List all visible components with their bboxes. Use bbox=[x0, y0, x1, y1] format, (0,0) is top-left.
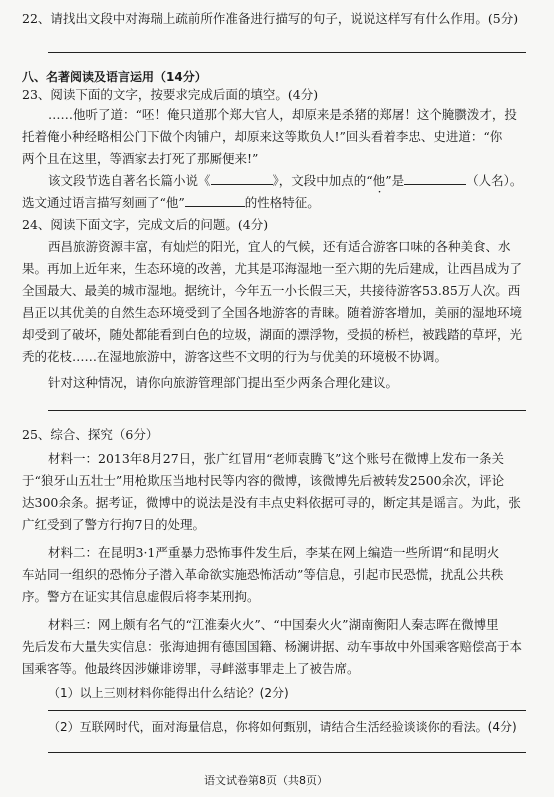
q24-passage-line: 昌正以其优美的自然生态环境受到了全国各地游客的青睐。随着游客增加，美丽的湿地环境 bbox=[22, 305, 523, 320]
q24-passage-line: 全国最大、最美的城市湿地。据统计，今年五一小长假三天，共接待游客53.85万人次。西 bbox=[22, 283, 521, 298]
q23-passage-line: ……他听了道：“呸！俺只道那个郑大官人，却原来是杀猪的郑屠！这个腌臜泼才，投 bbox=[48, 107, 517, 122]
section-title: 八、名著阅读及语言运用（14分） bbox=[22, 70, 207, 84]
fill-text: 选文通过语言描写刻画了“他” bbox=[22, 195, 185, 210]
q24-prompt: 24、阅读下面文字，完成文后的问题。(4分) bbox=[22, 217, 269, 232]
material-line: 车站同一组织的恐怖分子潜入革命欲实施恐怖活动”等信息，引起市民恐慌，扰乱公共秩 bbox=[22, 567, 504, 582]
material-line: 材料一：2013年8月27日，张广红冒用“老师袁腾飞”这个账号在微博上发布一条关 bbox=[48, 451, 504, 466]
book-title-blank[interactable] bbox=[211, 172, 273, 185]
material-line: 广红受到了警方行拘7日的处理。 bbox=[22, 517, 205, 532]
q23-passage-line: 两个且在这里，等酒家去打死了那厮便来!” bbox=[22, 151, 259, 166]
fill-text: 该文段节选自著名长篇小说《 bbox=[48, 173, 211, 188]
material-line: 材料三：网上颇有名气的“江淮秦火火”、“中国秦火火”湖南衡阳人秦志晖在微博里 bbox=[48, 617, 499, 632]
fill-text: 》，文段中加点的“ bbox=[272, 173, 373, 188]
material-line: 序。警方在证实其信息虚假后将李某刑拘。 bbox=[22, 589, 260, 604]
q24-passage-line: 西昌旅游资源丰富，有灿烂的阳光，宜人的气候，还有适合游客口味的各种美食、水 bbox=[48, 239, 511, 254]
dotted-char: 他 bbox=[372, 173, 386, 188]
material-line: 于“狼牙山五壮士”用枪欺压当地村民等内容的微博，该微博先后被转发2500余次，评论 bbox=[22, 473, 505, 488]
page-footer: 语文试卷第8页（共8页） bbox=[204, 774, 328, 787]
answer-line bbox=[48, 52, 526, 53]
material-line: 国乘客等。他最终因涉嫌诽谤罪，寻衅滋事罪走上了被告席。 bbox=[22, 661, 360, 676]
fill-text: （人名）。 bbox=[466, 173, 523, 188]
q23-fill-sentence bbox=[48, 172, 522, 190]
fill-text: ”是 bbox=[385, 173, 405, 188]
sub-question-2: （2）互联网时代，面对海量信息，你将如何甄别，请结合生活经验谈谈你的看法。(4分) bbox=[48, 720, 517, 734]
q23-fill-sentence-2 bbox=[22, 194, 320, 212]
fill-text: 的性格特征。 bbox=[244, 195, 320, 210]
q25-prompt: 25、综合、探究（6分） bbox=[22, 427, 159, 442]
answer-line bbox=[48, 752, 526, 753]
q23-passage-line: 托着俺小种经略相公门下做个肉铺户，却原来这等欺负人!”回头看着李忠、史进道：“你 bbox=[22, 129, 503, 144]
material-line: 材料二：在昆明3·1严重暴力恐怖事件发生后，李某在网上编造一些所谓“和昆明火 bbox=[48, 545, 500, 560]
q22-text: 22、请找出文段中对海瑞上疏前所作准备进行描写的句子，说说这样写有什么作用。(5分) bbox=[22, 11, 519, 26]
q23-prompt: 23、阅读下面的文字，按要求完成后面的填空。(4分) bbox=[22, 87, 319, 102]
answer-line bbox=[48, 710, 526, 711]
material-line: 达300余条。据考证，微博中的说法是没有丰点史料依据可寻的，断定其是谣言。为此，张 bbox=[22, 495, 521, 510]
person-name-blank[interactable] bbox=[404, 172, 466, 185]
sub-question-1: （1）以上三则材料你能得出什么结论？(2分) bbox=[48, 686, 289, 700]
q24-passage-line: 却受到了破坏，随处都能看到白色的垃圾，湖面的漂浮物，受损的桥栏，被践踏的草坪，光 bbox=[22, 327, 523, 342]
material-line: 先后发布大量失实信息：张海迪拥有德国国籍、杨澜讲据、动车事故中外国乘客赔偿高于本 bbox=[22, 639, 523, 654]
trait-blank[interactable] bbox=[185, 194, 245, 207]
q24-passage-line: 秃的花枝……在湿地旅游中，游客这些不文明的行为与优美的环境极不协调。 bbox=[22, 349, 448, 364]
q24-passage-line: 果。再加上近年来，生态环境的改善，尤其是邛海湿地一至六期的先后建成，让西昌成为了 bbox=[22, 261, 523, 276]
q24-question: 针对这种情况，请你向旅游管理部门提出至少两条合理化建议。 bbox=[48, 375, 399, 390]
answer-line bbox=[48, 410, 526, 411]
